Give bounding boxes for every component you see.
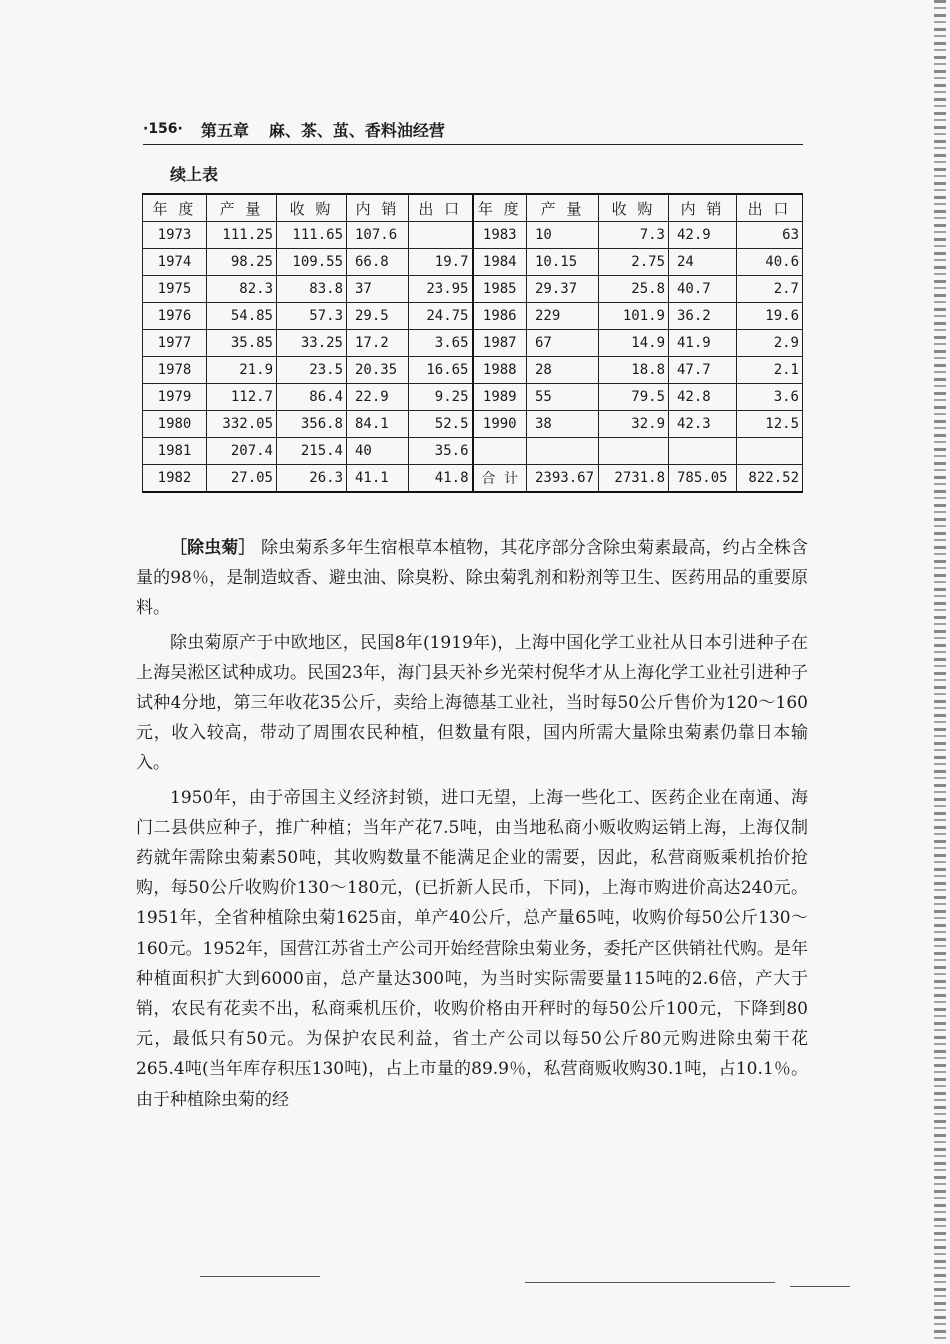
table-cell: 109.55 [277, 249, 347, 276]
chapter-title: 麻、茶、茧、香料油经营 [268, 120, 445, 140]
table-cell: 52.5 [409, 411, 473, 438]
table-cell: 356.8 [277, 411, 347, 438]
table-cell: 37 [347, 276, 409, 303]
table-cell: 3.65 [409, 330, 473, 357]
column-header: 产 量 [527, 194, 599, 222]
table-cell: 20.35 [347, 357, 409, 384]
table-cell: 41.8 [409, 465, 473, 493]
table-cell: 57.3 [277, 303, 347, 330]
table-cell: 10.15 [527, 249, 599, 276]
table-cell: 66.8 [347, 249, 409, 276]
table-cell: 1975 [143, 276, 207, 303]
paragraph-2: 除虫菊原产于中欧地区，民国8年(1919年)，上海中国化学工业社从日本引进种子在上海吴淞区试种成功。民国23年，海门县天补乡光荣村倪华才从上海化学工业社引进种子试种4分地，第三年收花35公斤，卖给上海德基工业社，当时每50公斤售价为120～160元，收入较高，带动了周围农民种植，但数量有限，国内所需大量除虫菊素仍靠日本输入。 [136, 632, 808, 774]
table-row [143, 249, 803, 276]
table-cell: 42.8 [669, 384, 737, 411]
table-cell [737, 438, 803, 465]
table-cell: 21.9 [207, 357, 277, 384]
table-cell: 229 [527, 303, 599, 330]
table-cell: 86.4 [277, 384, 347, 411]
table-row [143, 465, 803, 493]
table-cell: 785.05 [669, 465, 737, 493]
table-cell: 1988 [473, 357, 527, 384]
table-cell: 27.05 [207, 465, 277, 493]
table-cell [669, 438, 737, 465]
table-cell: 28 [527, 357, 599, 384]
table-cell: 41.1 [347, 465, 409, 493]
column-header: 产 量 [207, 194, 277, 222]
table-cell: 55 [527, 384, 599, 411]
table-cell: 1984 [473, 249, 527, 276]
table-cell: 2.7 [737, 276, 803, 303]
table-cell: 35.6 [409, 438, 473, 465]
table-cell: 2.75 [599, 249, 669, 276]
table-cell: 1981 [143, 438, 207, 465]
table-cell: 1989 [473, 384, 527, 411]
table-cell: 332.05 [207, 411, 277, 438]
table-cell [527, 438, 599, 465]
table-cell: 54.85 [207, 303, 277, 330]
footer-rule [200, 1276, 320, 1277]
table-cell: 40 [347, 438, 409, 465]
section-keyword: ［除虫菊］ [170, 538, 256, 558]
table-cell: 29.37 [527, 276, 599, 303]
table-cell: 24 [669, 249, 737, 276]
table-cell: 83.8 [277, 276, 347, 303]
table-row [143, 303, 803, 330]
table-cell: 1977 [143, 330, 207, 357]
paragraph-1-text: 除虫菊系多年生宿根草本植物，其花序部分含除虫菊素最高，约占全株含量的98％，是制造蚊香、避虫油、除臭粉、除虫菊乳剂和粉剂等卫生、医药用品的重要原料。 [136, 538, 809, 619]
table-cell: 41.9 [669, 330, 737, 357]
table-cell [599, 438, 669, 465]
table-cell: 23.95 [409, 276, 473, 303]
table-cell: 1987 [473, 330, 527, 357]
table-cell: 1974 [143, 249, 207, 276]
table-cell: 32.9 [599, 411, 669, 438]
table-cell: 63 [737, 222, 803, 249]
table-cell: 1982 [143, 465, 207, 493]
table-cell: 2393.67 [527, 465, 599, 493]
paragraph-1 [136, 533, 808, 624]
table-cell: 25.8 [599, 276, 669, 303]
table-header-row [143, 194, 803, 222]
table-row [143, 222, 803, 249]
table-cell: 18.8 [599, 357, 669, 384]
table-cell: 23.5 [277, 357, 347, 384]
table-cell: 10 [527, 222, 599, 249]
table-cell: 22.9 [347, 384, 409, 411]
table-cell: 1983 [473, 222, 527, 249]
table-cell [409, 222, 473, 249]
table-caption: 续上表 [170, 165, 219, 184]
table-cell: 12.5 [737, 411, 803, 438]
table-cell: 3.6 [737, 384, 803, 411]
page-edge-shadow [934, 0, 946, 1344]
footer-rule [525, 1282, 775, 1283]
table-cell: 1990 [473, 411, 527, 438]
table-cell: 67 [527, 330, 599, 357]
column-header: 出 口 [409, 194, 473, 222]
table-cell: 38 [527, 411, 599, 438]
table-cell: 112.7 [207, 384, 277, 411]
table-cell: 17.2 [347, 330, 409, 357]
table-cell: 84.1 [347, 411, 409, 438]
table-cell: 101.9 [599, 303, 669, 330]
table-cell: 98.25 [207, 249, 277, 276]
table-cell: 2.1 [737, 357, 803, 384]
column-header: 收 购 [599, 194, 669, 222]
table-cell: 19.7 [409, 249, 473, 276]
table-cell: 7.3 [599, 222, 669, 249]
table-cell: 2731.8 [599, 465, 669, 493]
table-cell: 24.75 [409, 303, 473, 330]
table-cell: 111.65 [277, 222, 347, 249]
page-number: ·156· [143, 121, 183, 137]
table-cell: 40.7 [669, 276, 737, 303]
table-cell: 47.7 [669, 357, 737, 384]
table-cell: 1986 [473, 303, 527, 330]
table-cell: 40.6 [737, 249, 803, 276]
table-row [143, 438, 803, 465]
statistics-table [142, 193, 803, 493]
table-cell: 2.9 [737, 330, 803, 357]
table-cell: 42.9 [669, 222, 737, 249]
table-cell: 26.3 [277, 465, 347, 493]
table-cell: 16.65 [409, 357, 473, 384]
running-header [143, 114, 803, 145]
table-cell: 42.3 [669, 411, 737, 438]
table-cell: 1973 [143, 222, 207, 249]
table-cell: 1978 [143, 357, 207, 384]
table-cell: 1979 [143, 384, 207, 411]
column-header: 年 度 [143, 194, 207, 222]
column-header: 内 销 [347, 194, 409, 222]
table-cell: 215.4 [277, 438, 347, 465]
table-cell: 合 计 [473, 465, 527, 493]
column-header: 出 口 [737, 194, 803, 222]
table-cell: 207.4 [207, 438, 277, 465]
table-row [143, 411, 803, 438]
table-row [143, 357, 803, 384]
paragraph-3: 1950年，由于帝国主义经济封锁，进口无望，上海一些化工、医药企业在南通、海门二县供应种子，推广种植；当年产花7.5吨，由当地私商小贩收购运销上海，上海仅制药就年需除虫菊素50吨，其收购数量不能满足企业的需要，因此，私营商贩乘机抬价抢购，每50公斤收购价130～180元，(已折新人民币，下同)，上海市购进价高达240元。1951年，全省种植除虫菊1625亩，单产40公斤，总产量65吨，收购价每50公斤130～160元。1952年，国营江苏省土产公司开始经营除虫菊业务，委托产区供销社代购。是年种植面积扩大到6000亩，总产量达300吨，为当时实际需要量115吨的2.6倍，产大于销，农民有花卖不出，私商乘机压价，收购价格由开秤时的每50公斤100元，下降到80元，最低只有50元。为保护农民利益，省土产公司以每50公斤80元购进除虫菊干花265.4吨(当年库存积压130吨)，占上市量的89.9％，私营商贩收购30.1吨，占10.1％。由于种植除虫菊的经 [136, 787, 808, 1110]
table-cell: 1980 [143, 411, 207, 438]
table-row [143, 330, 803, 357]
table-cell: 1976 [143, 303, 207, 330]
table-cell: 111.25 [207, 222, 277, 249]
column-header: 年 度 [473, 194, 527, 222]
table-cell: 14.9 [599, 330, 669, 357]
table-cell: 822.52 [737, 465, 803, 493]
table-cell: 82.3 [207, 276, 277, 303]
table-row [143, 276, 803, 303]
footer-rule [790, 1286, 850, 1287]
table-cell: 19.6 [737, 303, 803, 330]
table-cell: 79.5 [599, 384, 669, 411]
table-cell [473, 438, 527, 465]
body-text [136, 533, 808, 1119]
column-header: 收 购 [277, 194, 347, 222]
table-cell: 29.5 [347, 303, 409, 330]
table-cell: 36.2 [669, 303, 737, 330]
table-cell: 107.6 [347, 222, 409, 249]
table-cell: 1985 [473, 276, 527, 303]
table-cell: 35.85 [207, 330, 277, 357]
table-cell: 33.25 [277, 330, 347, 357]
table-cell: 9.25 [409, 384, 473, 411]
column-header: 内 销 [669, 194, 737, 222]
table-row [143, 384, 803, 411]
chapter-number: 第五章 [200, 120, 249, 140]
